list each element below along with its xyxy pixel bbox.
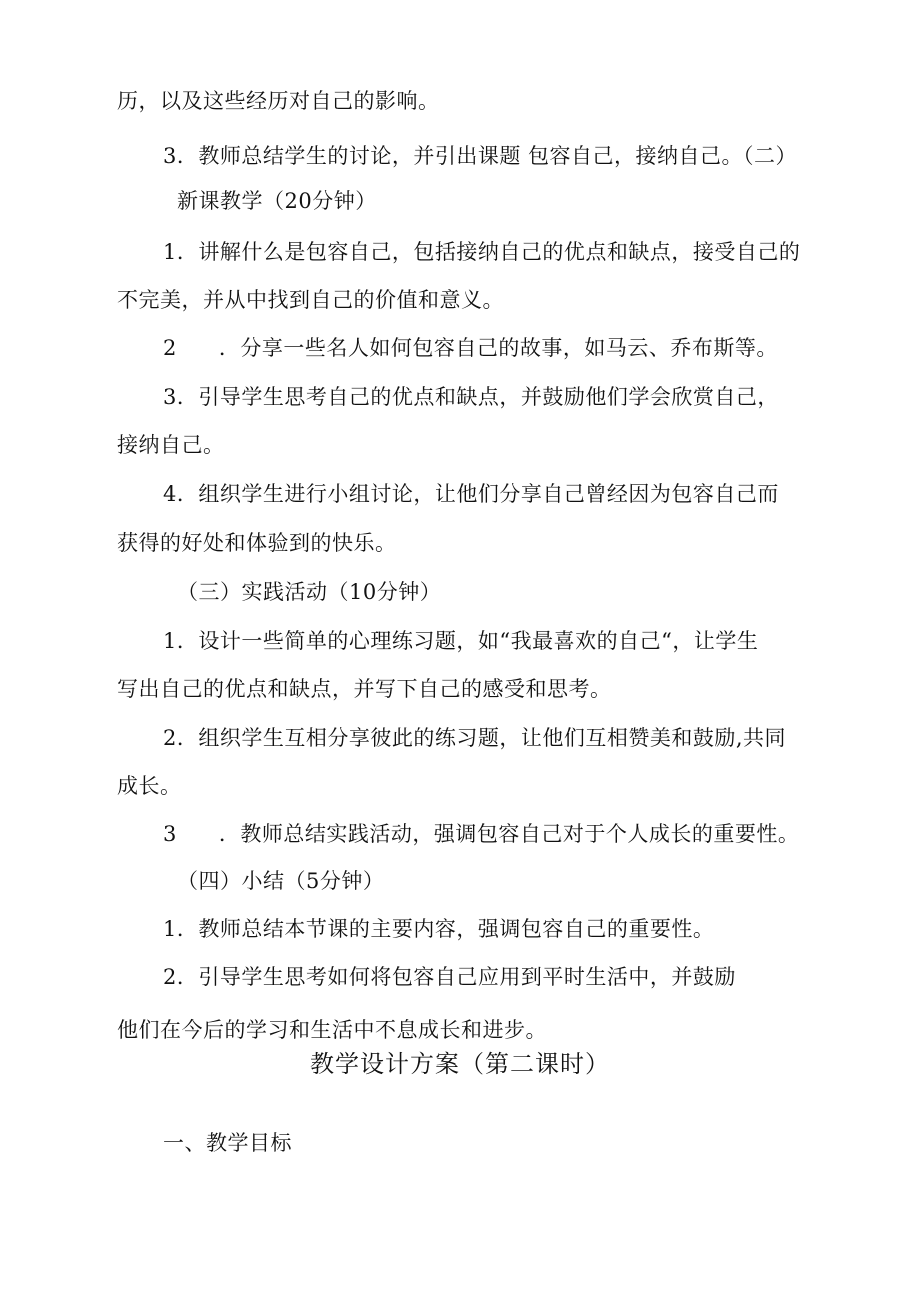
paragraph-line: 不完美，并从中找到自己的价值和意义。	[117, 288, 504, 312]
paragraph-line: 新课教学（20分钟）	[177, 189, 377, 213]
paragraph-line: （四）小结（5分钟）	[177, 869, 385, 893]
paragraph-line: 2．引导学生思考如何将包容自己应用到平时生活中，并鼓励	[163, 965, 736, 989]
section-title: 教学设计方案（第二课时）	[310, 1050, 610, 1078]
paragraph-line: 2．组织学生互相分享彼此的练习题，让他们互相赞美和鼓励,共同	[163, 726, 787, 750]
paragraph-line: 1．教师总结本节课的主要内容，强调包容自己的重要性。	[163, 917, 715, 941]
paragraph-line: 他们在今后的学习和生活中不息成长和进步。	[117, 1018, 547, 1042]
paragraph-line: 写出自己的优点和缺点，并写下自己的感受和思考。	[117, 677, 612, 701]
paragraph-line: 历，以及这些经历对自己的影响。	[117, 89, 440, 113]
paragraph-line: 4．组织学生进行小组讨论，让他们分享自己曾经因为包容自己而	[163, 482, 779, 506]
paragraph-line: （三）实践活动（10分钟）	[177, 580, 442, 604]
list-number: 3	[163, 822, 177, 846]
paragraph-line	[163, 819, 799, 849]
section-subheading: 一、教学目标	[163, 1131, 292, 1155]
list-item-text: ．分享一些名人如何包容自己的故事，如马云、乔布斯等。	[218, 336, 778, 360]
paragraph-line: 3．引导学生思考自己的优点和缺点，并鼓励他们学会欣赏自己，	[163, 385, 779, 409]
list-item-text: ．教师总结实践活动，强调包容自己对于个人成长的重要性。	[218, 822, 800, 846]
paragraph-line: 成长。	[117, 774, 182, 798]
paragraph-line: 接纳自己。	[117, 433, 225, 457]
paragraph-line: 1．讲解什么是包容自己，包括接纳自己的优点和缺点，接受自己的	[163, 240, 801, 264]
paragraph-line	[163, 333, 778, 363]
paragraph-line: 1．设计一些简单的心理练习题，如“我最喜欢的自己“，让学生	[163, 629, 759, 653]
paragraph-line: 3．教师总结学生的讨论，并引出课题 包容自己，接纳自己。（二）	[163, 144, 798, 168]
list-number: 2	[163, 336, 177, 360]
paragraph-line: 获得的好处和体验到的快乐。	[117, 531, 397, 555]
